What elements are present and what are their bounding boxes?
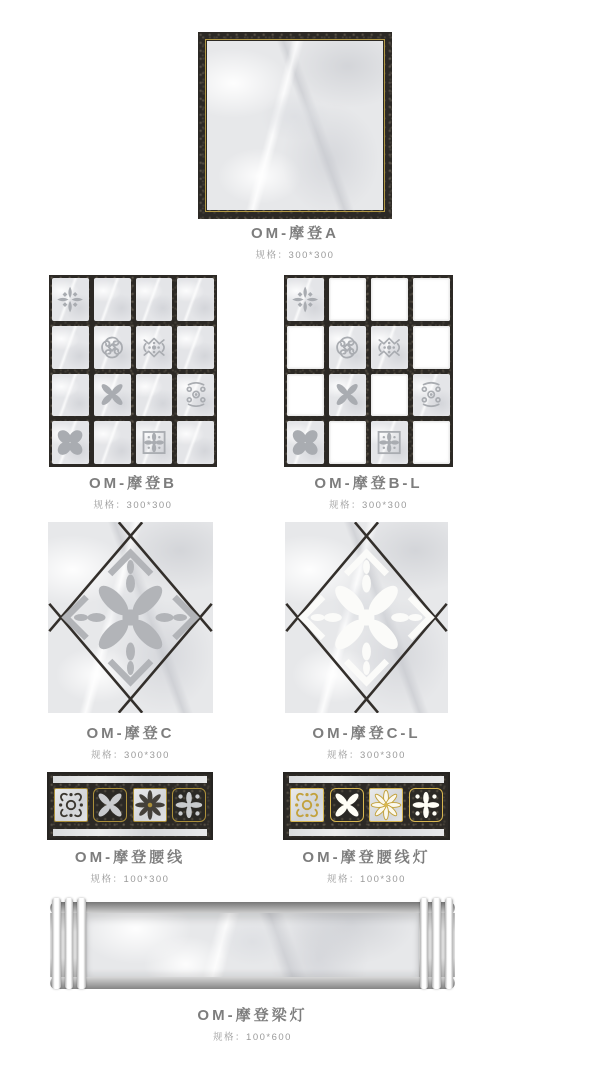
beam-left-ribs — [50, 898, 88, 989]
waistline-bottom-rail — [289, 829, 444, 836]
mosaic-cell — [413, 374, 450, 417]
product-spec: 规格：300*300 — [91, 750, 170, 761]
tile-c-l-image — [285, 522, 448, 713]
waistline-motif-daisy — [133, 788, 167, 822]
daisy-icon — [370, 789, 402, 821]
product-spec: 规格：100*300 — [327, 874, 406, 885]
waistline-top-rail — [289, 776, 444, 783]
mosaic-cell — [52, 421, 89, 464]
waistline-motif-dot-flower — [172, 788, 206, 822]
beam-right-ribs — [417, 898, 455, 989]
diamond-ornament-light-icon — [285, 522, 448, 713]
tile-a-marble-face — [207, 41, 383, 210]
mosaic-cell — [136, 326, 173, 369]
mosaic-cell — [136, 278, 173, 321]
daisy-icon — [134, 789, 166, 821]
product-spec: 规格：300*300 — [93, 500, 173, 511]
product-label-c — [48, 722, 213, 761]
product-spec: 规格：100*600 — [213, 1032, 292, 1043]
product-spec: 规格：300*300 — [255, 250, 335, 261]
mosaic-cell — [371, 374, 408, 417]
mosaic-cell — [52, 278, 89, 321]
mosaic-cell — [413, 421, 450, 464]
beam-rib — [65, 898, 74, 989]
ornament-four-petal-icon — [55, 425, 85, 460]
corner-scrolls-icon — [291, 789, 323, 821]
product-label-b — [49, 472, 217, 511]
mosaic-cell — [177, 421, 214, 464]
ornament-petal-x-icon — [332, 377, 362, 412]
product-label-b-l — [284, 472, 453, 511]
ornament-framed-flower-icon — [374, 425, 404, 460]
mosaic-cell — [177, 326, 214, 369]
ornament-scroll-band-icon — [416, 377, 446, 412]
mosaic-cell — [329, 421, 366, 464]
ornament-petal-x-icon — [97, 377, 127, 412]
mosaic-cell — [287, 278, 324, 321]
waistline-bottom-rail — [53, 829, 207, 836]
product-name: OM-摩登B — [89, 475, 177, 492]
waistline-motifs — [285, 788, 448, 824]
product-name: OM-摩登C-L — [312, 725, 421, 742]
waistline-image — [47, 772, 213, 840]
product-name: OM-摩登腰线灯 — [302, 849, 431, 866]
mosaic-cell — [94, 421, 131, 464]
beam-bottom-rod — [50, 977, 455, 989]
mosaic-cell — [371, 278, 408, 321]
ornament-lattice-icon — [374, 330, 404, 365]
dot-flower-icon — [173, 789, 205, 821]
quatrefoil-icon — [94, 789, 126, 821]
mosaic-cell — [52, 374, 89, 417]
product-name: OM-摩登A — [251, 225, 339, 242]
mosaic-cell — [371, 421, 408, 464]
mosaic-cell — [287, 374, 324, 417]
mosaic-cell — [287, 326, 324, 369]
product-label-waistline — [47, 846, 213, 885]
waistline-motif-corner-scrolls — [54, 788, 88, 822]
mosaic-cell — [413, 278, 450, 321]
product-name: OM-摩登C — [86, 725, 175, 742]
mosaic-cell — [177, 374, 214, 417]
product-name: OM-摩登梁灯 — [197, 1007, 308, 1024]
waistline-motif-daisy — [369, 788, 403, 822]
product-name: OM-摩登B-L — [314, 475, 423, 492]
quatrefoil-icon — [331, 789, 363, 821]
mosaic-cell — [94, 278, 131, 321]
waistline-motif-quatrefoil — [93, 788, 127, 822]
mosaic-cell — [94, 326, 131, 369]
beam-image — [50, 897, 455, 990]
mosaic-cell — [329, 374, 366, 417]
waistline-motif-quatrefoil — [330, 788, 364, 822]
ornament-fleur-cross-icon — [290, 282, 320, 317]
beam-marble-panel — [86, 913, 419, 977]
ornament-scroll-band-icon — [181, 377, 211, 412]
mosaic-cell — [371, 326, 408, 369]
mosaic-cell — [52, 326, 89, 369]
mosaic-cell — [329, 326, 366, 369]
tile-c-image — [48, 522, 213, 713]
corner-scrolls-icon — [55, 789, 87, 821]
waistline-motifs — [49, 788, 211, 824]
ornament-fleur-cross-icon — [55, 282, 85, 317]
ornament-pinwheel-scroll-icon — [332, 330, 362, 365]
product-label-a — [198, 222, 392, 261]
beam-rib — [52, 898, 61, 989]
mosaic-cell — [94, 374, 131, 417]
mosaic-cell — [413, 326, 450, 369]
beam-rib — [77, 898, 86, 989]
tile-b-image — [49, 275, 217, 467]
ornament-lattice-icon — [139, 330, 169, 365]
beam-rib — [432, 898, 441, 989]
product-label-beam — [50, 1004, 455, 1043]
ornament-framed-flower-icon — [139, 425, 169, 460]
tile-b-l-image — [284, 275, 453, 467]
waistline-top-rail — [53, 776, 207, 783]
mosaic-cell — [136, 374, 173, 417]
product-name: OM-摩登腰线 — [74, 849, 186, 866]
waistline-motif-corner-scrolls — [290, 788, 324, 822]
product-spec: 规格：100*300 — [90, 874, 170, 885]
ornament-four-petal-icon — [290, 425, 320, 460]
product-spec: 规格：300*300 — [329, 500, 408, 511]
diamond-ornament-gray-icon — [48, 522, 213, 713]
beam-rib — [420, 898, 429, 989]
tile-a-gold-frame — [205, 39, 385, 212]
product-label-c-l — [285, 722, 448, 761]
product-spec: 规格：300*300 — [327, 750, 406, 761]
mosaic-cell — [329, 278, 366, 321]
beam-rib — [445, 898, 454, 989]
waistline-light-image — [283, 772, 450, 840]
dot-flower-icon — [410, 789, 442, 821]
mosaic-cell — [177, 278, 214, 321]
tile-a-image — [198, 32, 392, 219]
ornament-pinwheel-scroll-icon — [97, 330, 127, 365]
mosaic-cell — [136, 421, 173, 464]
waistline-motif-dot-flower — [409, 788, 443, 822]
mosaic-cell — [287, 421, 324, 464]
product-label-waistline-light — [283, 846, 450, 885]
